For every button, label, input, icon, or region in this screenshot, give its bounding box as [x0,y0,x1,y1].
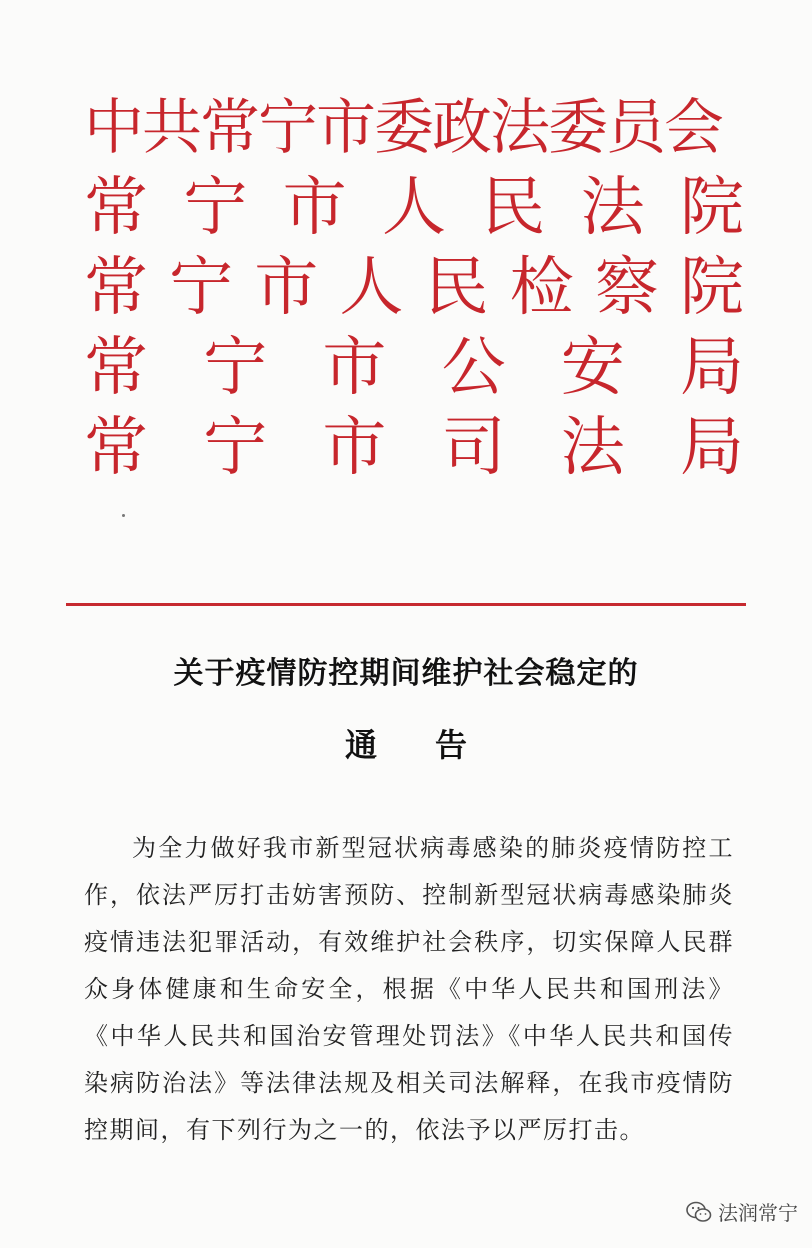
issuer-char: 局 [679,331,744,405]
issuer-char: 民 [424,251,489,325]
issuer-text: 中共常宁市委政法委员会 [84,93,722,163]
red-divider [66,603,746,606]
issuer-char: 公 [441,331,506,405]
issuer-char: 常 [84,411,148,485]
issuer-char: 常 [84,171,148,245]
watermark-text: 法润常宁 [718,1201,798,1225]
issuer-char: 市 [322,411,387,485]
wechat-icon [686,1201,712,1223]
issuer-line-2 [84,168,744,248]
issuer-char: 安 [560,331,625,405]
issuer-char: 法 [560,411,625,485]
issuer-line-1 [84,88,744,168]
issuer-char: 民 [481,171,546,245]
issuer-char: 常 [84,331,148,405]
issuer-char: 院 [679,171,744,245]
issuer-char: 常 [84,251,148,325]
watermark [686,1197,798,1226]
issuer-line-3 [84,248,744,328]
issuer-char: 市 [282,171,347,245]
document-title: 关于疫情防控期间维护社会稳定的 [173,656,639,691]
issuer-char: 人 [339,251,404,325]
issuer-char: 人 [381,171,446,245]
issuer-char: 局 [679,411,744,485]
issuer-char: 宁 [203,411,268,485]
issuer-char: 察 [594,251,659,325]
issuer-char: 市 [322,331,387,405]
issuer-char: 司 [441,411,506,485]
issuer-char: 院 [679,251,744,325]
issuer-line-4 [84,328,744,408]
issuer-line-5 [84,408,744,488]
issuer-char: 检 [509,251,574,325]
issuer-char: 市 [254,251,319,325]
issuer-header [84,88,744,488]
issuer-char: 宁 [183,171,248,245]
body-paragraph: 为全力做好我市新型冠状病毒感染的肺炎疫情防控工作，依法严厉打击妨害预防、控制新型冠状病毒感染肺炎疫情违法犯罪活动，有效维护社会秩序，切实保障人民群众身体健康和生命安全，根据《中华人民共和国刑法》《中华人民共和国治安管理处罚法》《中华人民共和国传染病防治法》等法律法规及相关司法解释，在我市疫情防控期间，有下列行为之一的，依法予以严厉打击。 [84,834,734,1144]
paper-speck [122,514,125,517]
issuer-char: 宁 [169,251,234,325]
issuer-char: 宁 [203,331,268,405]
document-subtitle: 通告 [344,726,525,764]
issuer-char: 法 [580,171,645,245]
